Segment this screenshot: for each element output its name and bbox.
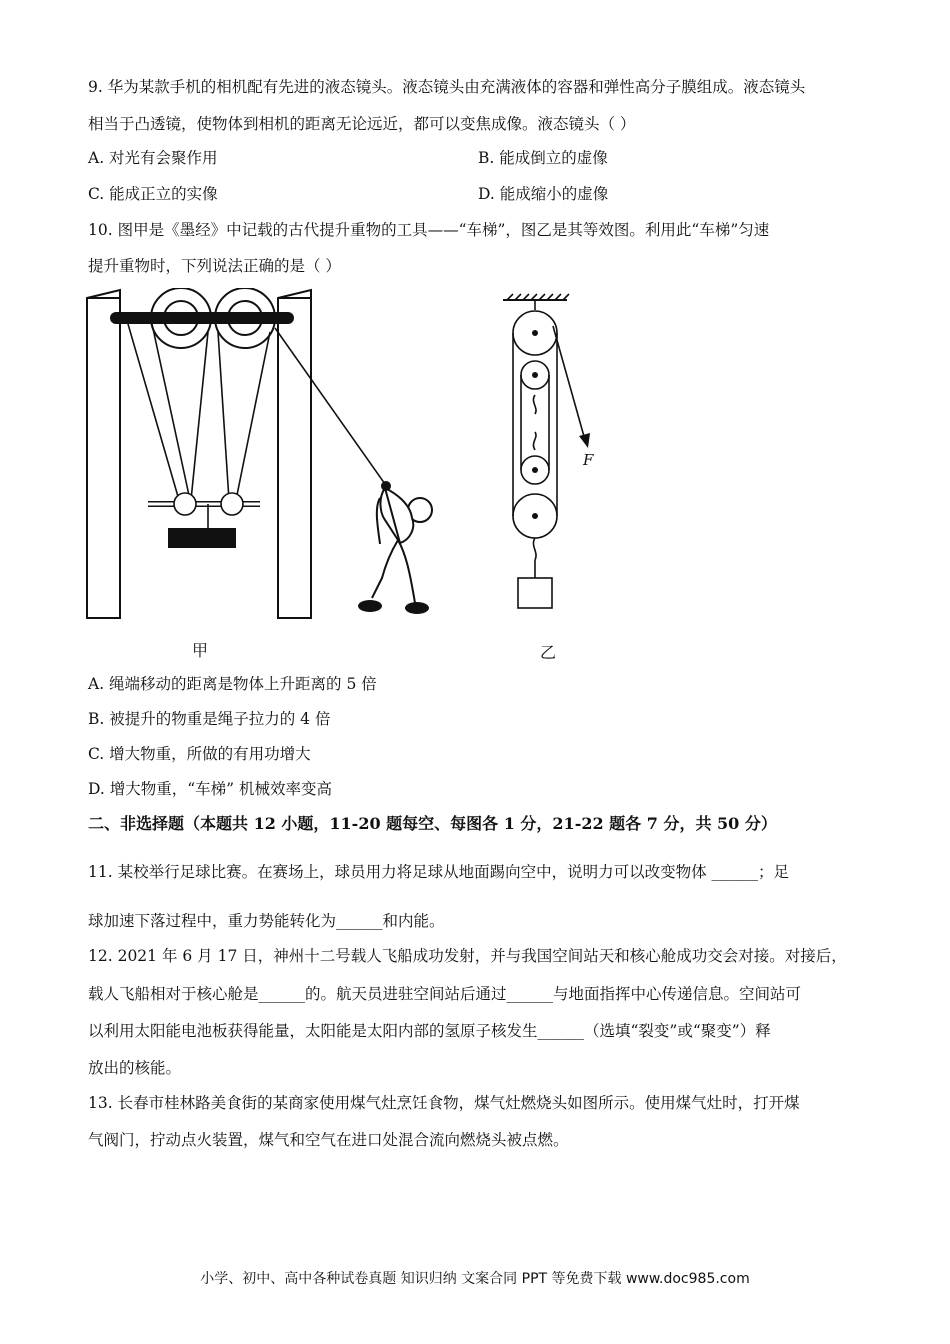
q9-option-a: A. 对光有会聚作用: [88, 149, 218, 167]
q13-stem-line1: 13. 长春市桂林路美食街的某商家使用煤气灶烹饪食物，煤气灶燃烧头如图所示。使用煤气灶时，打开煤: [88, 1094, 800, 1112]
q9-option-c: C. 能成正立的实像: [88, 185, 218, 203]
q10-option-a: A. 绳端移动的距离是物体上升距离的 5 倍: [88, 675, 377, 693]
q10-option-d: D. 增大物重，“车梯” 机械效率变高: [88, 780, 333, 798]
figure-yi-pulley-diagram: [495, 290, 615, 620]
q12-stem-line4: 放出的核能。: [88, 1059, 182, 1077]
section-2-heading: 二、非选择题（本题共 12 小题，11-20 题每空、每图各 1 分，21-22 题各 7 分，共 50 分）: [88, 814, 777, 833]
q9-option-b: B. 能成倒立的虚像: [478, 149, 608, 167]
q11-stem-line2: 球加速下落过程中，重力势能转化为______和内能。: [88, 912, 445, 930]
q9-stem-line2: 相当于凸透镜，使物体到相机的距离无论远近，都可以变焦成像。液态镜头（ ）: [88, 115, 636, 133]
figure-jia-chariot-ladder: [80, 288, 440, 628]
q9-option-d: D. 能成缩小的虚像: [478, 185, 609, 203]
figure-jia-label: 甲: [192, 641, 209, 660]
q12-stem-line2: 载人飞船相对于核心舱是______的。航天员进驻空间站后通过______与地面指挥中心传递信息。空间站可: [88, 985, 802, 1003]
q12-stem-line3: 以利用太阳能电池板获得能量，太阳能是太阳内部的氢原子核发生______（选填“裂变”或“聚变”）释: [88, 1022, 771, 1040]
force-f-label: F: [583, 451, 594, 469]
figure-yi-label: 乙: [540, 643, 557, 662]
page-footer: 小学、初中、高中各种试卷真题 知识归纳 文案合同 PPT 等免费下载 www.doc985.com: [200, 1271, 750, 1287]
q10-option-b: B. 被提升的物重是绳子拉力的 4 倍: [88, 710, 331, 728]
q10-option-c: C. 增大物重，所做的有用功增大: [88, 745, 311, 763]
q12-stem-line1: 12. 2021 年 6 月 17 日，神州十二号载人飞船成功发射，并与我国空间站天和核心舱成功交会对接。对接后，: [88, 947, 847, 965]
q9-stem-line1: 9. 华为某款手机的相机配有先进的液态镜头。液态镜头由充满液体的容器和弹性高分子膜组成。液态镜头: [88, 78, 806, 96]
q10-stem-line2: 提升重物时，下列说法正确的是（ ）: [88, 257, 341, 275]
q10-stem-line1: 10. 图甲是《墨经》中记载的古代提升重物的工具——“车梯”，图乙是其等效图。利用此“车梯”匀速: [88, 221, 770, 239]
q13-stem-line2: 气阀门，拧动点火装置，煤气和空气在进口处混合流向燃烧头被点燃。: [88, 1131, 569, 1149]
q11-stem-line1: 11. 某校举行足球比赛。在赛场上，球员用力将足球从地面踢向空中，说明力可以改变物体 ______；足: [88, 863, 790, 881]
